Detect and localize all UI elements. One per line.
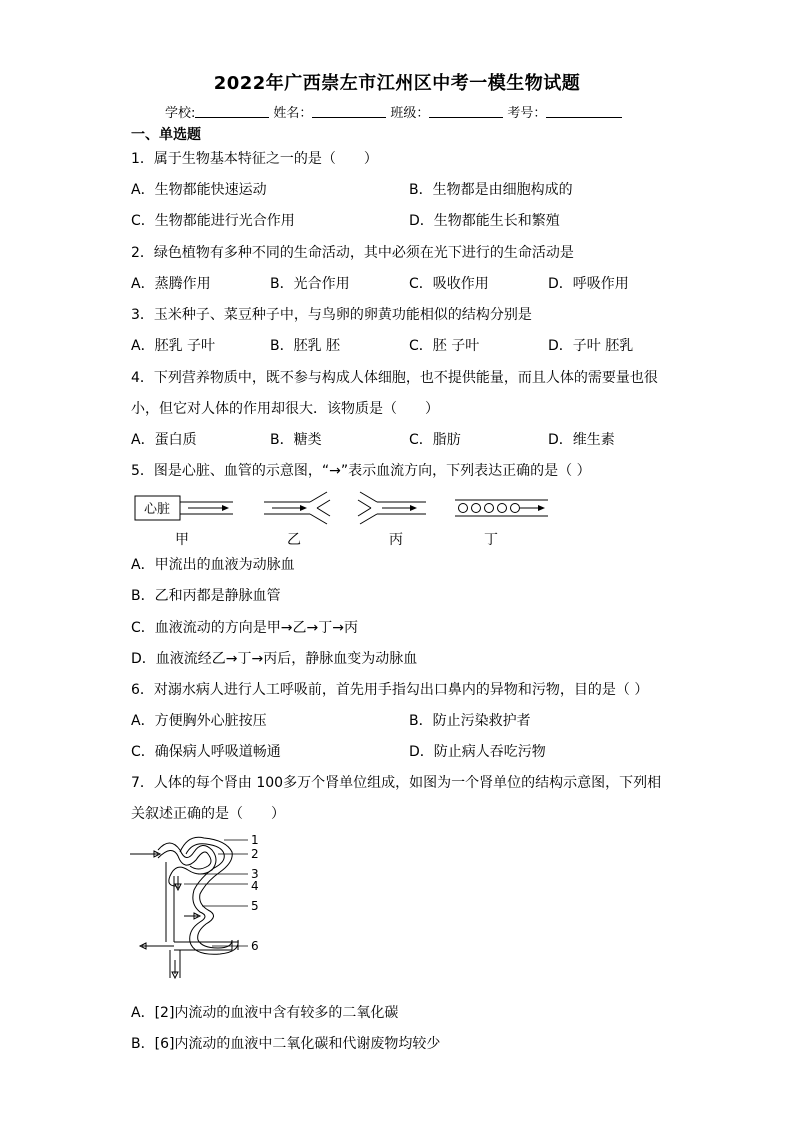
q3-stem: 3．玉米种子、菜豆种子中，与鸟卵的卵黄功能相似的结构分别是 — [131, 307, 532, 323]
name-field[interactable] — [312, 105, 386, 118]
figure-label-jia: 甲 — [175, 532, 189, 548]
q2-option-a[interactable]: A．蒸腾作用 — [131, 276, 211, 292]
q7-option-a[interactable]: A．[2]内流动的血液中含有较多的二氧化碳 — [131, 1005, 399, 1021]
name-label: 姓名： — [273, 106, 313, 121]
q3-option-c[interactable]: C．胚 子叶 — [409, 338, 480, 354]
section-heading: 一、单选题 — [131, 127, 201, 143]
exam-number-label: 考号： — [507, 106, 547, 121]
q1-option-b[interactable]: B．生物都是由细胞构成的 — [409, 182, 573, 198]
q6-option-c[interactable]: C．确保病人呼吸道畅通 — [131, 744, 281, 760]
q5-option-c[interactable]: C．血液流动的方向是甲→乙→丁→丙 — [131, 620, 358, 636]
nephron-label-5: 5 — [251, 899, 259, 913]
page-title: 2022年广西崇左市江州区中考一模生物试题 — [213, 73, 581, 94]
q2-option-d[interactable]: D．呼吸作用 — [548, 276, 629, 292]
q4-option-b[interactable]: B．糖类 — [270, 432, 322, 448]
q6-option-d[interactable]: D．防止病人吞吃污物 — [409, 744, 546, 760]
heart-label: 心脏 — [143, 502, 171, 517]
nephron-label-6: 6 — [251, 939, 259, 953]
arrow-icon — [300, 505, 307, 511]
q3-option-a[interactable]: A．胚乳 子叶 — [131, 338, 216, 354]
q2-stem: 2．绿色植物有多种不同的生命活动，其中必须在光下进行的生命活动是 — [131, 245, 574, 261]
figure-label-ding: 丁 — [484, 532, 498, 548]
q6-option-a[interactable]: A．方便胸外心脏按压 — [131, 713, 267, 729]
figure-label-bing: 丙 — [389, 532, 403, 548]
nephron-label-4: 4 — [251, 879, 259, 893]
nephron-figure — [128, 832, 273, 984]
q2-option-c[interactable]: C．吸收作用 — [409, 276, 489, 292]
q5-stem: 5．图是心脏、血管的示意图，“→”表示血流方向，下列表达正确的是（ ） — [131, 463, 591, 479]
q4-option-d[interactable]: D．维生素 — [548, 432, 615, 448]
q3-option-d[interactable]: D．子叶 胚乳 — [548, 338, 634, 354]
q5-option-d[interactable]: D．血液流经乙→丁→丙后，静脉血变为动脉血 — [131, 651, 418, 667]
class-field[interactable] — [429, 105, 503, 118]
q6-stem: 6．对溺水病人进行人工呼吸前，首先用手指勾出口鼻内的异物和污物，目的是（ ） — [131, 682, 649, 698]
q7-stem-line1: 7．人体的每个肾由 100多万个肾单位组成，如图为一个肾单位的结构示意图，下列相 — [131, 775, 662, 791]
q1-option-a[interactable]: A．生物都能快速运动 — [131, 182, 267, 198]
q1-stem: 1．属于生物基本特征之一的是（ ） — [131, 151, 378, 167]
heart-vessel-figure — [130, 490, 560, 550]
q6-option-b[interactable]: B．防止污染救护者 — [409, 713, 531, 729]
figure-label-yi: 乙 — [287, 532, 301, 548]
q5-option-a[interactable]: A．甲流出的血液为动脉血 — [131, 557, 295, 573]
q4-option-a[interactable]: A．蛋白质 — [131, 432, 197, 448]
nephron-label-1: 1 — [251, 833, 259, 847]
arrow-icon — [410, 505, 417, 511]
arrow-icon — [538, 505, 545, 511]
arrow-icon — [222, 505, 229, 511]
q4-stem-line1: 4．下列营养物质中，既不参与构成人体细胞，也不提供能量，而且人体的需要量也很 — [131, 370, 658, 386]
q2-option-b[interactable]: B．光合作用 — [270, 276, 350, 292]
nephron-label-2: 2 — [251, 847, 259, 861]
class-label: 班级： — [390, 106, 430, 121]
school-field[interactable] — [195, 105, 269, 118]
exam-number-field[interactable] — [546, 105, 622, 118]
student-info-row — [165, 102, 626, 121]
q3-option-b[interactable]: B．胚乳 胚 — [270, 338, 341, 354]
q7-option-b[interactable]: B．[6]内流动的血液中二氧化碳和代谢废物均较少 — [131, 1036, 441, 1052]
q5-option-b[interactable]: B．乙和丙都是静脉血管 — [131, 588, 281, 604]
q7-stem-line2: 关叙述正确的是（ ） — [131, 806, 285, 822]
q1-option-d[interactable]: D．生物都能生长和繁殖 — [409, 213, 560, 229]
q4-stem-line2: 小，但它对人体的作用却很大．该物质是（ ） — [131, 401, 439, 417]
school-label: 学校: — [165, 106, 196, 121]
q4-option-c[interactable]: C．脂肪 — [409, 432, 461, 448]
nephron-label-3: 3 — [251, 867, 259, 881]
q1-option-c[interactable]: C．生物都能进行光合作用 — [131, 213, 295, 229]
